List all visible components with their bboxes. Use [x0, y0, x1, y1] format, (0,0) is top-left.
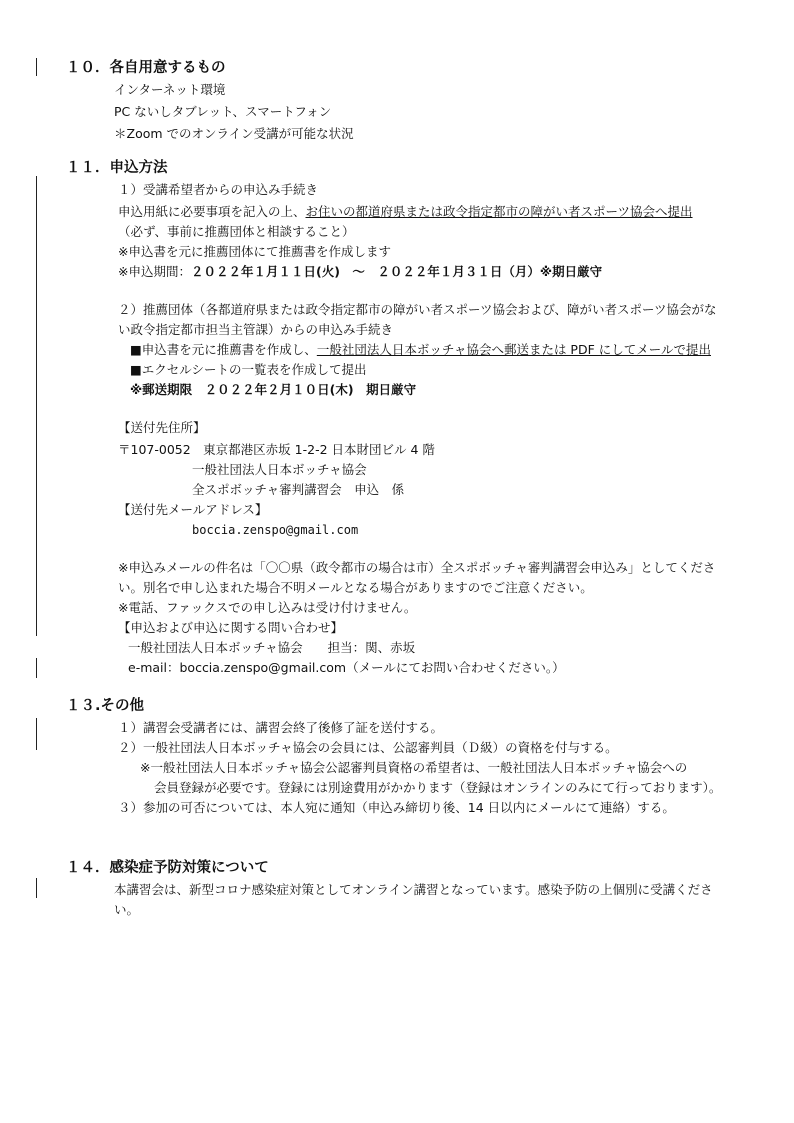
text: 申込用紙に必要事項を記入の上、	[118, 204, 306, 219]
note-line: ※一般社団法人日本ボッチャ協会公認審判員資格の希望者は、一般社団法人日本ボッチャ協会への	[140, 760, 688, 775]
send-address-label: 【送付先住所】	[118, 420, 206, 435]
label: ※申込期間：	[118, 264, 191, 279]
section-title: １１．申込方法	[66, 160, 168, 176]
note-line: ※申込みメールの件名は「〇〇県（政令都市の場合は市）全スポボッチャ審判講習会申込み」としてくださ	[118, 560, 716, 575]
paragraph-line: い政令指定都市担当主管課）からの申込み手続き	[118, 322, 394, 337]
paragraph-line: ※申込書を元に推薦団体にて推薦書を作成します	[118, 244, 391, 259]
address-line: 全スポボッチャ審判講習会 申込 係	[192, 482, 405, 497]
revision-bar	[36, 718, 37, 750]
application-period	[118, 264, 602, 280]
paragraph-line: い。	[114, 902, 140, 917]
list-item: ＊Zoom でのオンライン受講が可能な状況	[114, 126, 354, 141]
paragraph-line: 本講習会は、新型コロナ感染症対策としてオンライン講習となっています。感染予防の上個別に受講くださ	[114, 882, 713, 897]
note-line: 会員登録が必要です。登録には別途費用がかかります（登録はオンラインのみにて行っております）。	[154, 780, 722, 795]
inquiry-label: 【申込および申込に関する問い合わせ】	[118, 620, 344, 635]
send-email-label: 【送付先メールアドレス】	[118, 502, 268, 517]
revision-bar	[36, 658, 37, 678]
note-line: ※電話、ファックスでの申し込みは受け付けません。	[118, 600, 417, 615]
note-line: い。別名で申し込まれた場合不明メールとなる場合がありますのでご注意ください。	[118, 580, 593, 595]
underlined-text: お住いの都道府県または政令指定都市の障がい者スポーツ協会へ提出	[305, 204, 693, 219]
revision-bar	[36, 878, 37, 898]
period-value: ２０２２年１月１１日(火) ～ ２０２２年１月３１日（月）※期日厳守	[190, 264, 603, 279]
paragraph-line	[118, 204, 693, 220]
section-title: １３.その他	[66, 698, 145, 714]
address-line: 〒107-0052 東京都港区赤坂 1-2-2 日本財団ビル 4 階	[118, 442, 435, 457]
section-title: １４．感染症予防対策について	[66, 860, 269, 876]
list-item: PC ないしタブレット、スマートフォン	[114, 104, 332, 119]
revision-bar	[36, 58, 37, 76]
paragraph-line: （必ず、事前に推薦団体と相談すること）	[118, 224, 355, 239]
address-line: 一般社団法人日本ボッチャ協会	[192, 462, 367, 477]
subsection-title: １）受講希望者からの申込み手続き	[118, 182, 319, 197]
list-item: １）講習会受講者には、講習会終了後修了証を送付する。	[118, 720, 444, 735]
section-title: １０．各自用意するもの	[66, 60, 226, 76]
underlined-text: 一般社団法人日本ボッチャ協会へ郵送または PDF にしてメールで提出	[316, 342, 711, 357]
text: ■申込書を元に推薦書を作成し、	[130, 342, 317, 357]
email-address: boccia.zenspo@gmail.com	[192, 523, 359, 537]
list-item: ３）参加の可否については、本人宛に通知（申込み締切り後、14 日以内にメールにて連絡）する。	[118, 800, 675, 815]
subsection-title: ２）推薦団体（各都道府県または政令指定都市の障がい者スポーツ協会および、障がい者スポーツ協会がな	[118, 302, 717, 317]
inquiry-email: e-mail：boccia.zenspo@gmail.com（メールにてお問い合わせください。）	[128, 660, 565, 675]
mail-deadline: ※郵送期限 ２０２２年２月１０日(木) 期日厳守	[130, 382, 417, 397]
inquiry-contact: 一般社団法人日本ボッチャ協会 担当：関、赤坂	[128, 640, 416, 655]
bullet-item: ■エクセルシートの一覧表を作成して提出	[130, 362, 367, 377]
list-item: ２）一般社団法人日本ボッチャ協会の会員には、公認審判員（Ｄ級）の資格を付与する。	[118, 740, 618, 755]
bullet-item	[130, 342, 711, 358]
revision-bar	[36, 176, 37, 636]
list-item: インターネット環境	[114, 82, 226, 97]
